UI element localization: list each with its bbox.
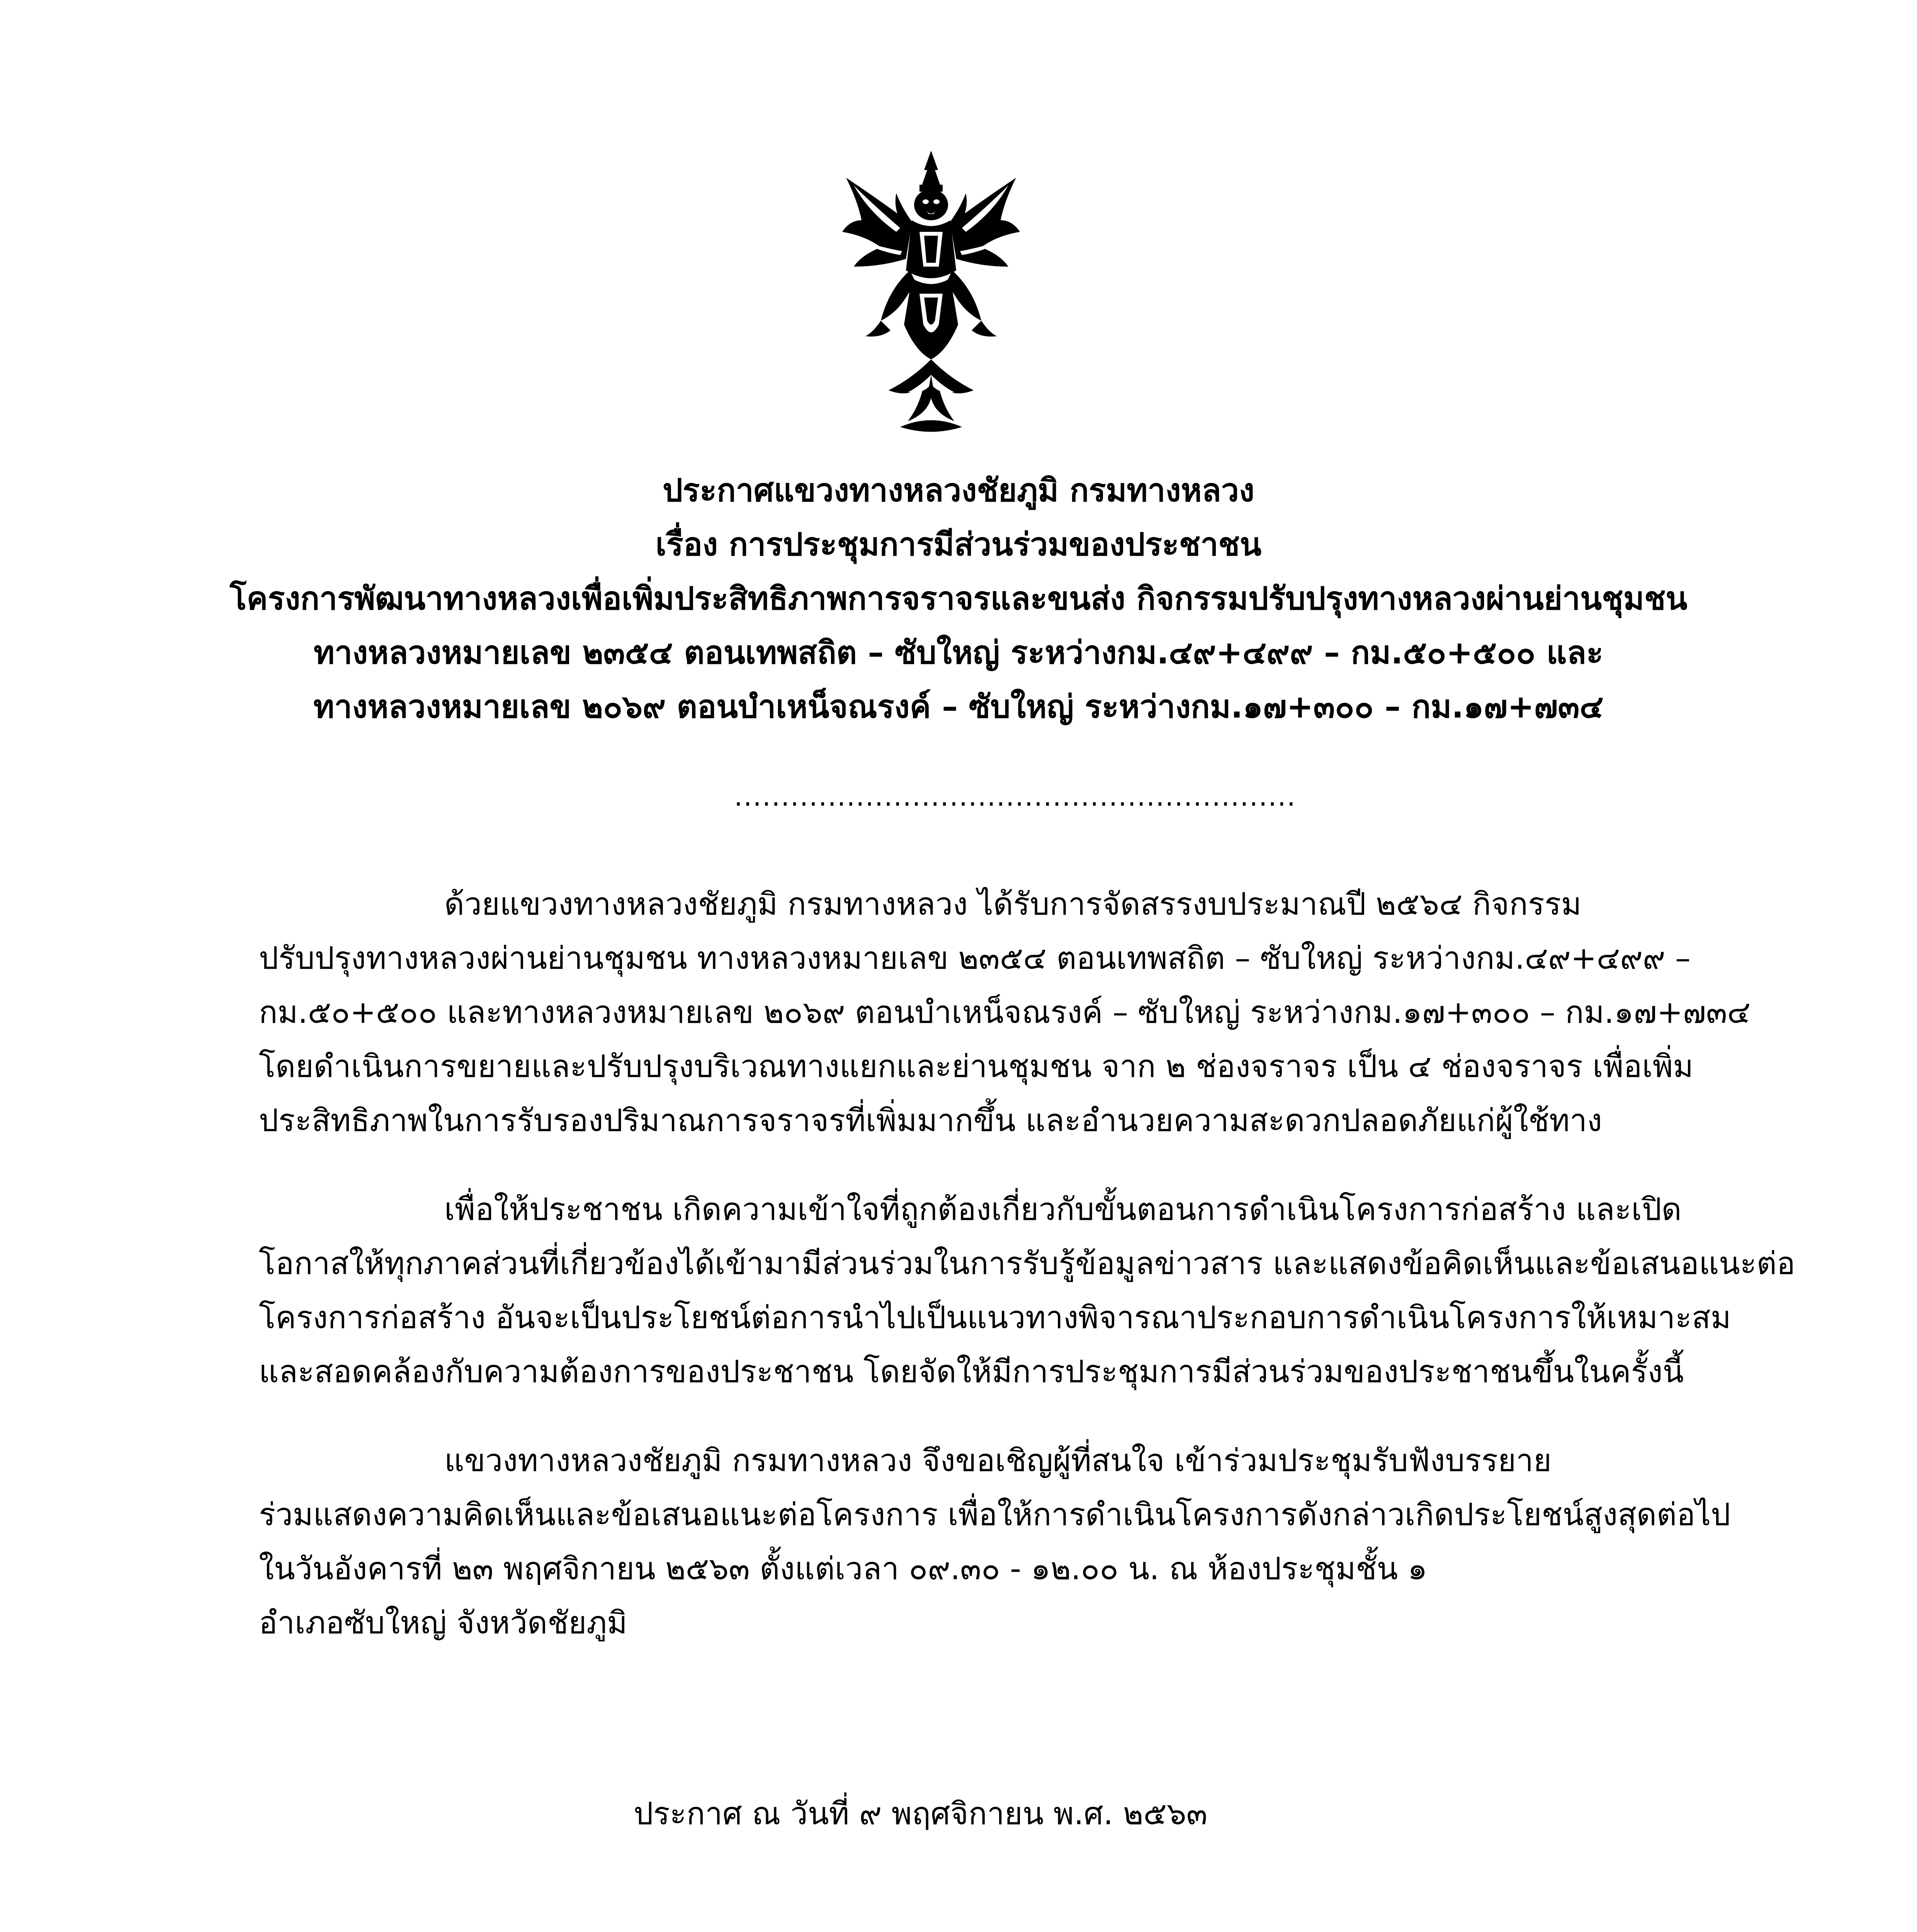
highway-2069-line: ทางหลวงหมายเลข ๒๐๖๙ ตอนบำเหน็จณรงค์ – ซับใหญ่ ระหว่างกม.๑๗+๓๐๐ – กม.๑๗+๗๓๔ (313, 689, 1604, 725)
paragraph-1-line: โดยดำเนินการขยายและปรับปรุงบริเวณทางแยกและย่านชุมชน จาก ๒ ช่องจราจร เป็น ๔ ช่องจราจร เพื่อเพิ่ม (259, 1048, 1694, 1084)
paragraph-2-line: โครงการก่อสร้าง อันจะเป็นประโยชน์ต่อการนำไปเป็นแนวทางพิจารณาประกอบการดำเนินโครงการให้เหมาะสม (259, 1299, 1731, 1335)
paragraph-3-line: แขวงทางหลวงชัยภูมิ กรมทางหลวง จึงขอเชิญผู้ที่สนใจ เข้าร่วมประชุมรับฟังบรรยาย (444, 1442, 1552, 1478)
paragraph-1-line: ประสิทธิภาพในการรับรองปริมาณการจราจรที่เพิ่มมากขึ้น และอำนวยความสะดวกปลอดภัยแก่ผู้ใช้ทาง (259, 1102, 1602, 1138)
announcement-heading: ประกาศแขวงทางหลวงชัยภูมิ กรมทางหลวง (662, 472, 1254, 509)
announcement-date: ประกาศ ณ วันที่ ๙ พฤศจิกายน พ.ศ. ๒๕๖๓ (634, 1796, 1208, 1832)
divider-dotted-line: ............................................................ (734, 781, 1297, 812)
paragraph-2-line: โอกาสให้ทุกภาคส่วนที่เกี่ยวข้องได้เข้ามามีส่วนร่วมในการรับรู้ข้อมูลข่าวสาร และแสดงข้อคิดเห็นและข้อเสนอแนะต่อ (259, 1245, 1795, 1281)
paragraph-2-line: และสอดคล้องกับความต้องการของประชาชน โดยจัดให้มีการประชุมการมีส่วนร่วมของประชาชนขึ้นในครั้งนี้ (259, 1354, 1684, 1389)
paragraph-1-line: ด้วยแขวงทางหลวงชัยภูมิ กรมทางหลวง ได้รับการจัดสรรงบประมาณปี ๒๕๖๔ กิจกรรม (444, 886, 1582, 922)
paragraph-3-line: อำเภอซับใหญ่ จังหวัดชัยภูมิ (259, 1605, 627, 1641)
highway-2354-line: ทางหลวงหมายเลข ๒๓๕๔ ตอนเทพสถิต – ซับใหญ่ ระหว่างกม.๔๙+๔๙๙ – กม.๕๐+๕๐๐ และ (313, 634, 1604, 671)
garuda-emblem-icon (823, 143, 1039, 444)
paragraph-1-line: ปรับปรุงทางหลวงผ่านย่านชุมชน ทางหลวงหมายเลข ๒๓๕๔ ตอนเทพสถิต – ซับใหญ่ ระหว่างกม.๔๙+๔๙๙ – (259, 940, 1691, 976)
paragraph-1-line: กม.๕๐+๕๐๐ และทางหลวงหมายเลข ๒๐๖๙ ตอนบำเหน็จณรงค์ – ซับใหญ่ ระหว่างกม.๑๗+๓๐๐ – กม.๑๗+๗๓๔ (259, 994, 1751, 1030)
paragraph-3-line: ในวันอังคารที่ ๒๓ พฤศจิกายน ๒๕๖๓ ตั้งแต่เวลา ๐๙.๓๐ - ๑๒.๐๐ น. ณ ห้องประชุมชั้น ๑ (259, 1551, 1428, 1587)
paragraph-2-line: เพื่อให้ประชาชน เกิดความเข้าใจที่ถูกต้องเกี่ยวกับขั้นตอนการดำเนินโครงการก่อสร้าง และเปิด (444, 1191, 1682, 1227)
paragraph-3-line: ร่วมแสดงความคิดเห็นและข้อเสนอแนะต่อโครงการ เพื่อให้การดำเนินโครงการดังกล่าวเกิดประโยชน์สูงสุดต่อไป (259, 1497, 1731, 1532)
subject-line: เรื่อง การประชุมการมีส่วนร่วมของประชาชน (655, 526, 1262, 563)
project-title: โครงการพัฒนาทางหลวงเพื่อเพิ่มประสิทธิภาพการจราจรและขนส่ง กิจกรรมปรับปรุงทางหลวงผ่านย่านชุมชน (229, 580, 1688, 617)
